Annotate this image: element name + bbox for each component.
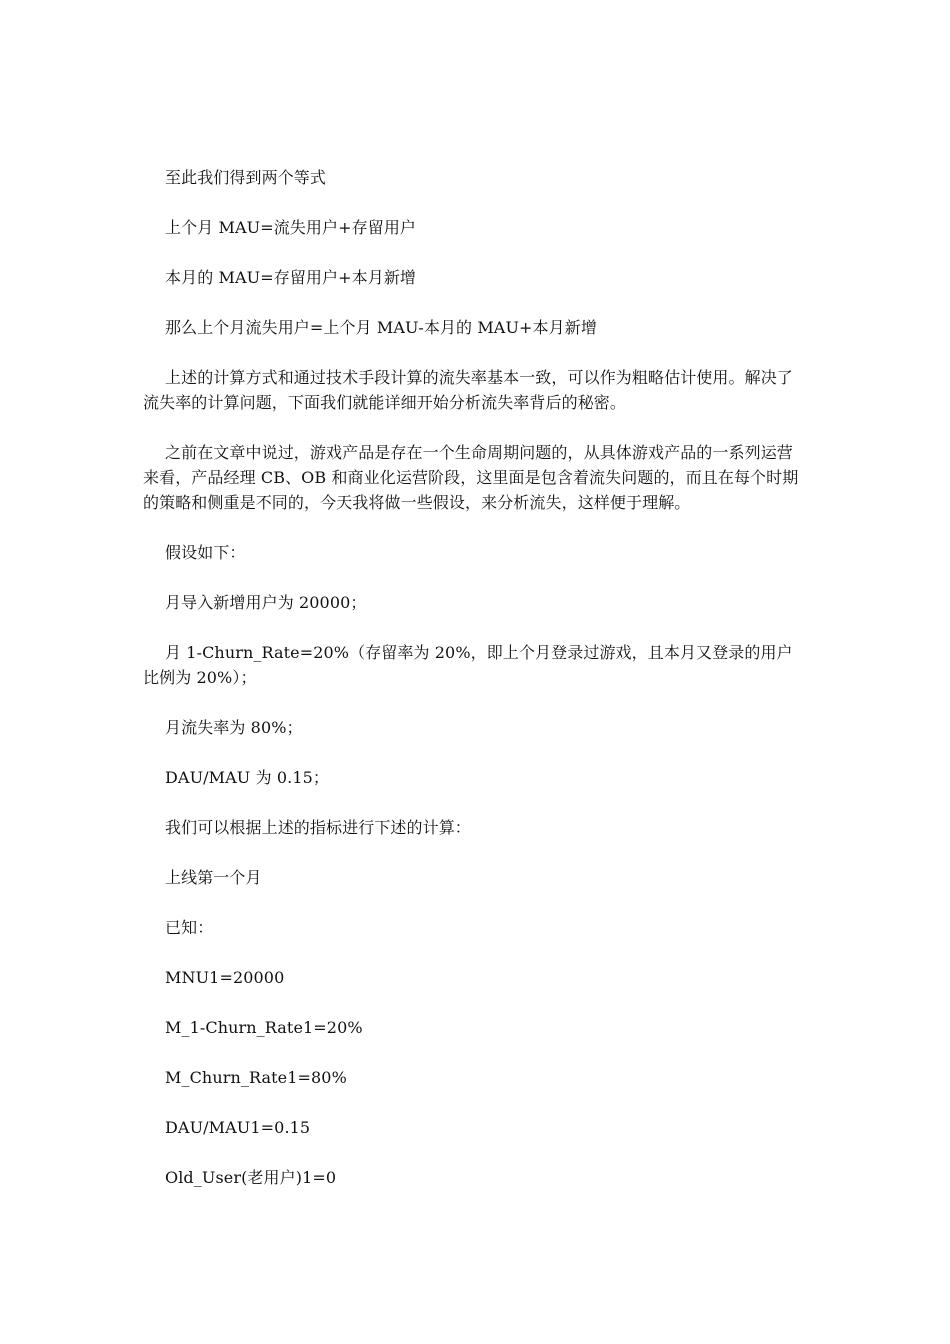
assumption-dau-mau: DAU/MAU 为 0.15； — [165, 768, 329, 787]
assumption-churn-rate: 月流失率为 80%； — [165, 718, 303, 737]
paragraph-lifecycle: 之前在文章中说过，游戏产品是存在一个生命周期问题的，从具体游戏产品的一系列运营来看，产品经理 CB、OB 和商业化运营阶段，这里面是包含着流失问题的，而且在每个时期的策略和侧重是不同的，今天我将做一些假设，来分析流失，这样便于理解。 — [143, 443, 799, 512]
known-values-heading: 已知： — [165, 918, 214, 937]
equation-this-month-mau: 本月的 MAU=存留用户+本月新增 — [165, 268, 417, 287]
equation-last-month-mau: 上个月 MAU=流失用户+存留用户 — [165, 218, 417, 237]
assumptions-heading: 假设如下： — [165, 543, 246, 562]
value-dau-mau1: DAU/MAU1=0.15 — [165, 1118, 311, 1137]
value-old-user1: Old_User(老用户)1=0 — [165, 1168, 337, 1187]
section-first-month: 上线第一个月 — [165, 868, 262, 887]
value-churn-rate1: M_Churn_Rate1=80% — [165, 1068, 347, 1087]
calculation-intro: 我们可以根据上述的指标进行下述的计算： — [165, 818, 471, 837]
equation-churned-users: 那么上个月流失用户=上个月 MAU-本月的 MAU+本月新增 — [165, 318, 597, 337]
paragraph-calculation-note: 上述的计算方式和通过技术手段计算的流失率基本一致，可以作为粗略估计使用。解决了流失率的计算问题，下面我们就能详细开始分析流失率背后的秘密。 — [143, 368, 793, 412]
value-retention-rate1: M_1-Churn_Rate1=20% — [165, 1018, 363, 1037]
assumption-new-users: 月导入新增用户为 20000； — [165, 593, 367, 612]
paragraph-intro: 至此我们得到两个等式 — [165, 168, 327, 187]
document-body — [143, 165, 808, 1215]
value-mnu1: MNU1=20000 — [165, 968, 285, 987]
assumption-retention-rate: 月 1-Churn_Rate=20%（存留率为 20%，即上个月登录过游戏，且本月又登录的用户比例为 20%）； — [143, 643, 793, 687]
